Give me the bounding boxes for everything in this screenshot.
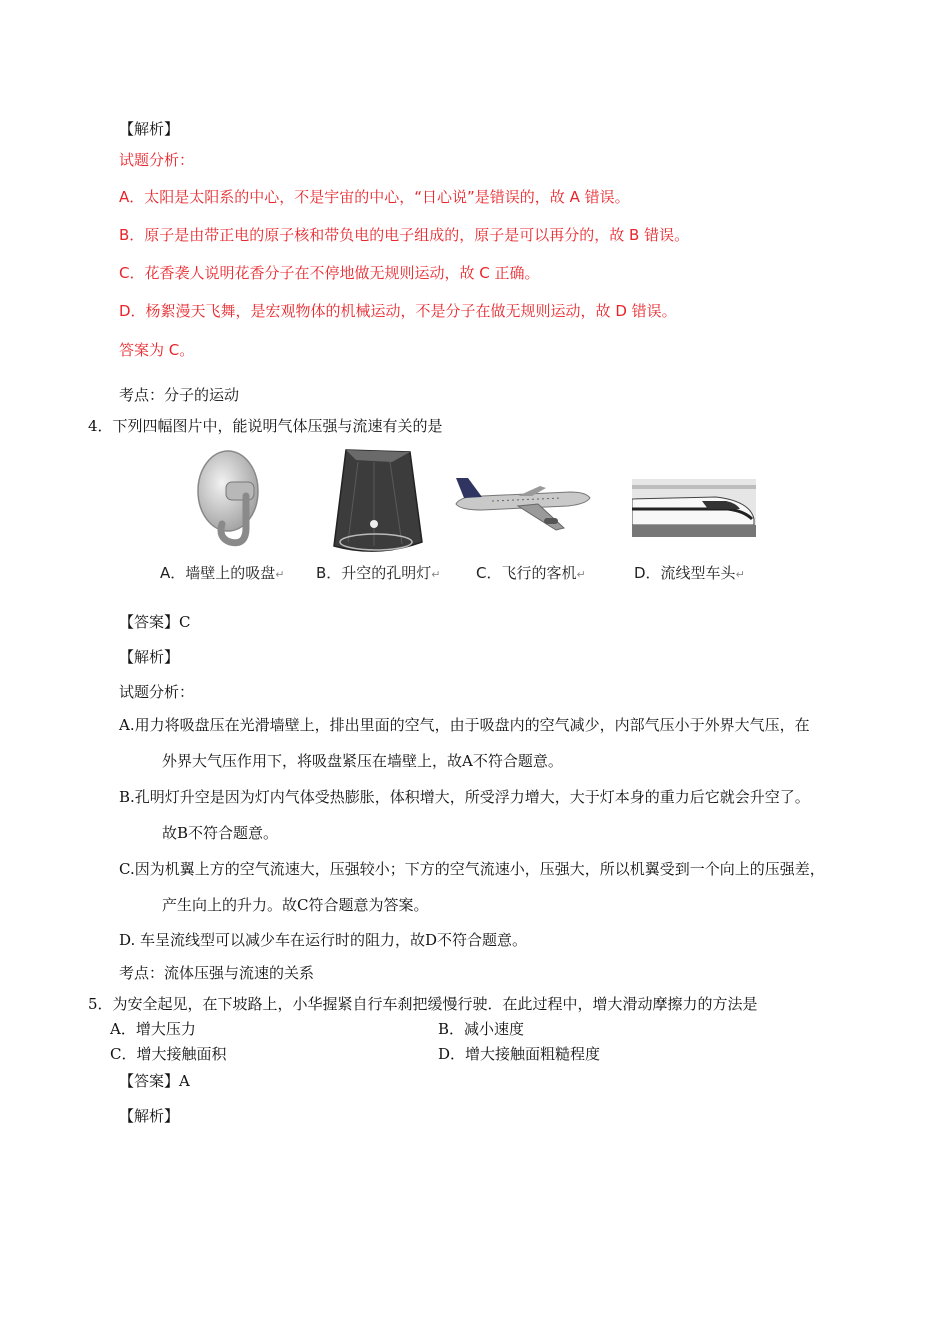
caption-c-text: C．飞行的客机 [476,564,577,582]
caption-a [160,562,284,583]
q3-analysis-label: 【解析】 [119,120,180,138]
suction-cup-image [188,446,298,556]
q4-sub-label: 试题分析： [119,683,195,701]
q5-option-c: C．增大接触面积 [110,1045,227,1063]
q5-analysis-label: 【解析】 [119,1107,180,1125]
q4-line-c1: C.因为机翼上方的空气流速大，压强较小；下方的空气流速小，压强大，所以机翼受到一个向上的压强差， [119,860,825,878]
streamlined-train-image [632,479,756,537]
q3-kaodian: 考点：分子的运动 [119,386,240,404]
q3-line-c: C．花香袭人说明花香分子在不停地做无规则运动，故 C 正确。 [119,264,540,282]
q4-line-a2: 外界大气压作用下，将吸盘紧压在墙壁上，故A不符合题意。 [162,752,563,770]
q3-answer-line: 答案为 C。 [119,341,195,359]
q5-answer: 【答案】A [119,1072,190,1090]
q5-stem: 5．为安全起见，在下坡路上，小华握紧自行车刹把缓慢行驶．在此过程中，增大滑动摩擦力的方法是 [88,995,758,1013]
q4-line-d: D. 车呈流线型可以减少车在运行时的阻力，故D不符合题意。 [119,931,528,949]
caption-b [316,562,441,583]
q4-line-c2: 产生向上的升力。故C符合题意为答案。 [162,896,429,914]
q4-answer: 【答案】C [119,613,191,631]
q3-line-b: B．原子是由带正电的原子核和带负电的电子组成的，原子是可以再分的，故 B 错误。 [119,226,690,244]
q4-line-b1: B.孔明灯升空是因为灯内气体受热膨胀，体积增大，所受浮力增大，大于灯本身的重力后它就会升空了。 [119,788,810,806]
q4-kaodian: 考点：流体压强与流速的关系 [119,964,315,982]
q5-option-a: A．增大压力 [110,1020,196,1038]
q5-option-d: D．增大接触面粗糙程度 [438,1045,601,1063]
caption-d [634,562,745,583]
q3-line-d: D．杨絮漫天飞舞，是宏观物体的机械运动，不是分子在做无规则运动，故 D 错误。 [119,302,677,320]
caption-d-text: D．流线型车头 [634,564,736,582]
q3-sub-label: 试题分析： [119,151,195,169]
q3-line-a: A．太阳是太阳系的中心，不是宇宙的中心，“日心说”是错误的，故 A 错误。 [119,188,630,206]
return-mark-icon: ↵ [735,568,745,581]
return-mark-icon: ↵ [576,568,586,581]
q5-option-b: B．减小速度 [438,1020,525,1038]
airliner-image [452,474,592,536]
q4-line-b2: 故B不符合题意。 [162,824,279,842]
return-mark-icon: ↵ [431,568,441,581]
return-mark-icon: ↵ [275,568,285,581]
kongming-lantern-image [318,442,426,560]
caption-a-text: A．墙壁上的吸盘 [160,564,276,582]
q4-analysis-label: 【解析】 [119,648,180,666]
caption-b-text: B．升空的孔明灯 [316,564,432,582]
caption-c [476,562,586,583]
q4-line-a1: A.用力将吸盘压在光滑墙壁上，排出里面的空气，由于吸盘内的空气减少，内部气压小于外界大气压，在 [119,716,810,734]
q4-stem: 4．下列四幅图片中，能说明气体压强与流速有关的是 [88,417,443,435]
